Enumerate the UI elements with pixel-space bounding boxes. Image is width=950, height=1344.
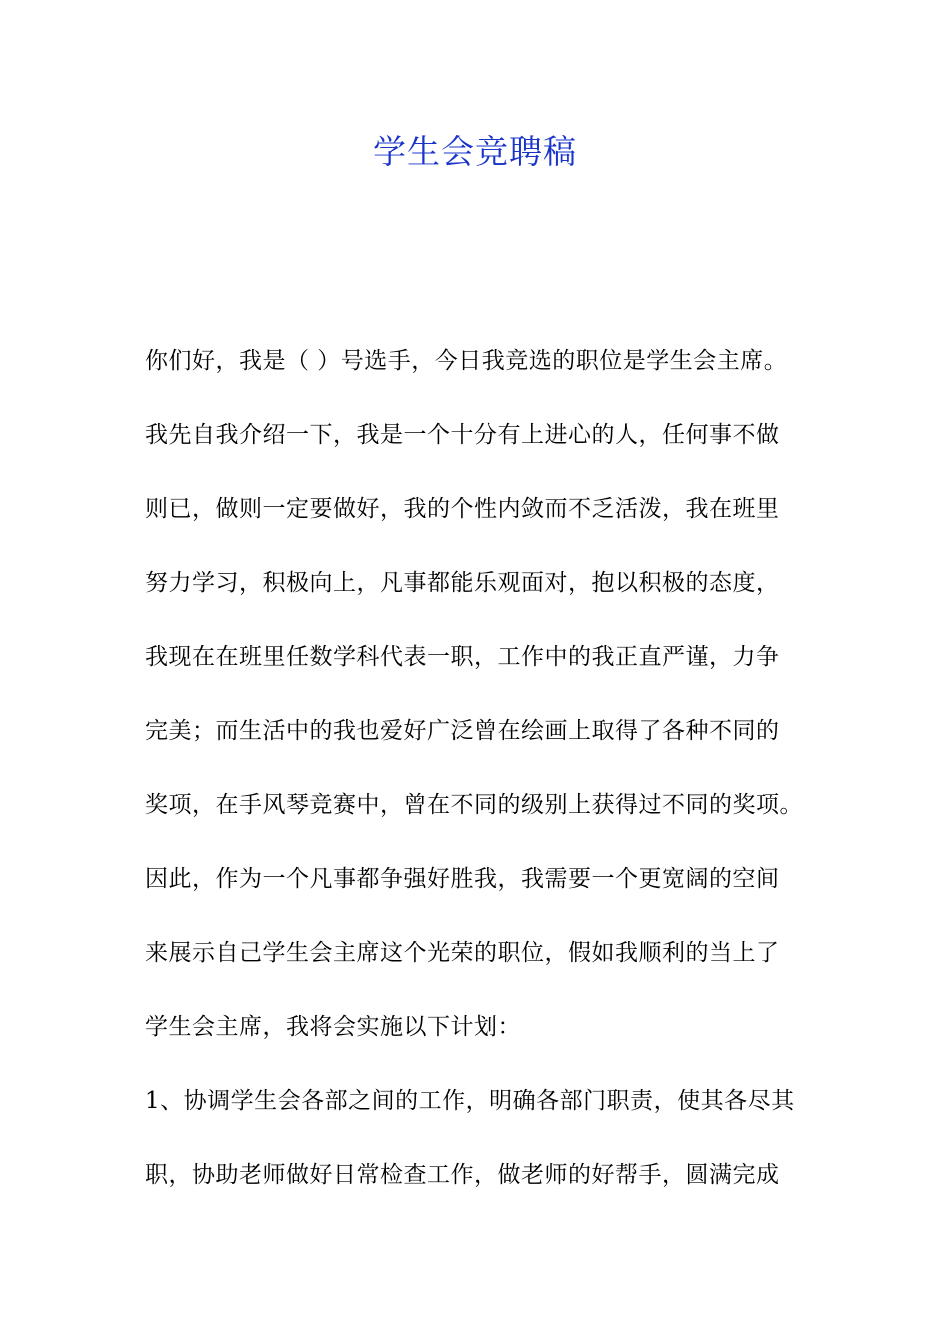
body-line: 1、协调学生会各部之间的工作，明确各部门职责，使其各尽其: [145, 1088, 795, 1114]
body-line: 努力学习，积极向上，凡事都能乐观面对，抱以积极的态度，: [145, 570, 780, 596]
body-line: 奖项，在手风琴竞赛中，曾在不同的级别上获得过不同的奖项。: [145, 792, 803, 818]
body-line: 职，协助老师做好日常检查工作，做老师的好帮手，圆满完成: [145, 1162, 780, 1188]
body-line: 来展示自己学生会主席这个光荣的职位，假如我顺利的当上了: [145, 940, 780, 966]
body-line: 你们好，我是（ ）号选手，今日我竞选的职位是学生会主席。: [145, 348, 788, 374]
body-line: 则已，做则一定要做好，我的个性内敛而不乏活泼，我在班里: [145, 496, 780, 522]
document-body: [145, 341, 825, 1229]
body-line: 我先自我介绍一下，我是一个十分有上进心的人，任何事不做: [145, 422, 780, 448]
body-line: 完美；而生活中的我也爱好广泛曾在绘画上取得了各种不同的: [145, 718, 780, 744]
body-line: 因此，作为一个凡事都争强好胜我，我需要一个更宽阔的空间: [145, 866, 780, 892]
body-line: 学生会主席，我将会实施以下计划：: [145, 1014, 521, 1040]
document-title: 学生会竞聘稿: [373, 132, 577, 171]
body-line: 我现在在班里任数学科代表一职，工作中的我正直严谨，力争: [145, 644, 780, 670]
